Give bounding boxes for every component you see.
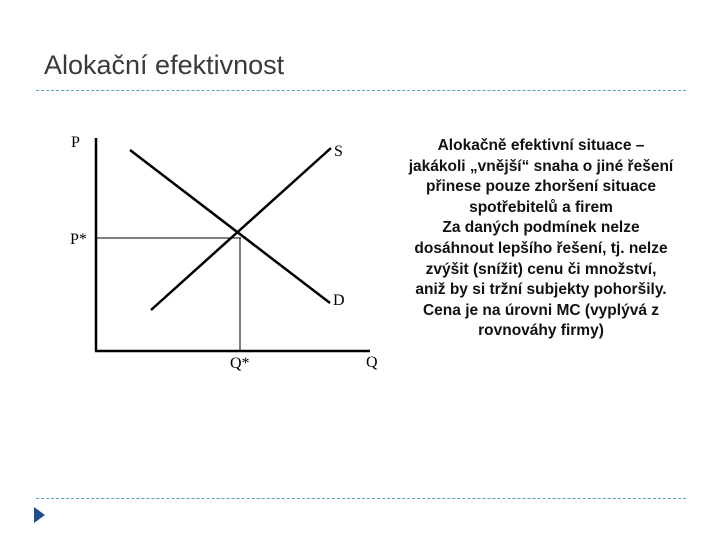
text-line: rovnováhy firmy) <box>478 322 604 340</box>
text-line: přinese pouze zhoršení situace <box>426 178 656 196</box>
text-line: aniž by si tržní subjekty pohoršily. <box>415 281 667 299</box>
bottom-divider <box>36 498 686 499</box>
text-line: jakákoli „vnější“ snaha o jiné řešení <box>408 157 674 175</box>
text-line: zvýšit (snížit) cenu či množství, <box>425 260 657 278</box>
price-equilibrium-label: P* <box>70 231 87 248</box>
text-line: spotřebitelů a firem <box>469 198 613 216</box>
demand-curve <box>130 150 330 303</box>
triangle-right-icon <box>34 507 45 523</box>
quantity-equilibrium-label: Q* <box>230 355 250 372</box>
y-axis-label: P <box>71 134 80 151</box>
text-line: dosáhnout lepšího řešení, tj. nelze <box>414 239 668 257</box>
demand-label: D <box>333 292 345 309</box>
text-line: Cena je na úrovni MC (vyplývá z <box>422 301 659 319</box>
x-axis-label: Q <box>366 354 378 371</box>
supply-label: S <box>334 143 343 160</box>
text-line: Alokačně efektivní situace – <box>437 137 645 154</box>
explanation-text <box>374 136 708 342</box>
slide-title: Alokační efektivnost <box>44 50 285 80</box>
supply-curve <box>151 148 331 310</box>
text-line: Za daných podmínek nelze <box>442 219 640 237</box>
